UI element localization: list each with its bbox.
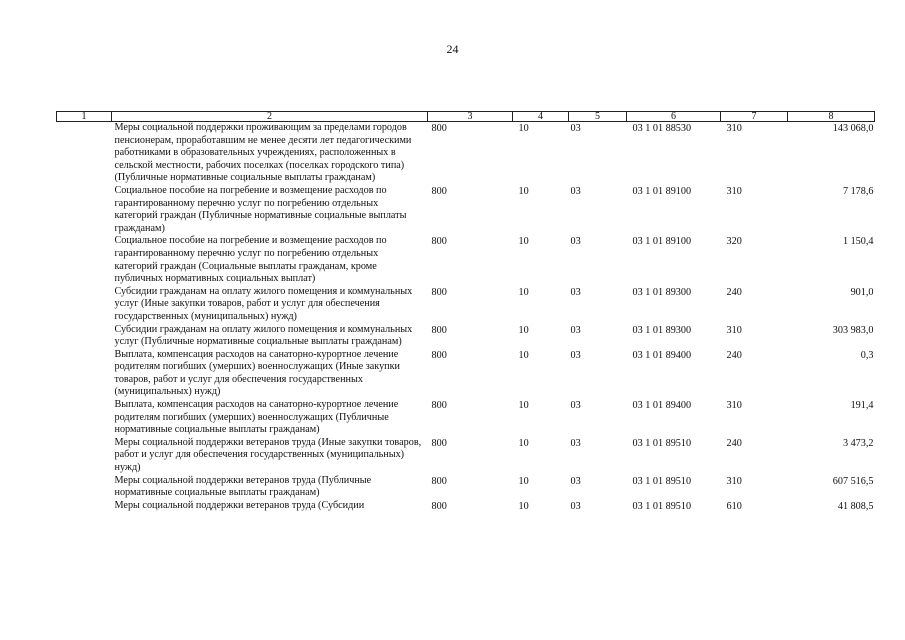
row-c6: 03 1 01 89400 (632, 400, 692, 412)
table-row (57, 286, 875, 324)
row-c3: 800 (431, 185, 447, 197)
column-header: 2 (112, 112, 428, 122)
row-c3: 800 (431, 324, 447, 336)
row-c7: 240 (726, 349, 742, 361)
row-c7: 310 (726, 324, 742, 336)
row-c3: 800 (431, 236, 447, 248)
row-c7: 310 (726, 185, 742, 197)
table-row (57, 475, 875, 500)
column-header: 6 (627, 112, 721, 122)
row-c6: 03 1 01 89300 (632, 286, 692, 298)
column-header: 1 (57, 112, 112, 122)
row-c8: 143 068,0 (832, 123, 874, 134)
column-header: 4 (513, 112, 569, 122)
row-c6: 03 1 01 89510 (632, 437, 692, 449)
row-c3: 800 (431, 349, 447, 361)
row-name: Выплата, компенсация расходов на санаторно-курортное лечение родителям погибших (умерших) военнослужащих (Иные закупки товаров, работ и услуг для обеспечения государственных (муниципальных) нужд) (114, 348, 401, 398)
table-header-row (57, 112, 875, 122)
column-header: 3 (428, 112, 513, 122)
row-c4: 10 (518, 500, 529, 512)
row-c8: 303 983,0 (832, 324, 874, 336)
row-name: Субсидии гражданам на оплату жилого помещения и коммунальных услуг (Публичные нормативные социальные выплаты гражданам) (114, 323, 413, 348)
row-name: Меры социальной поддержки проживающим за пределами городов пенсионерам, проработавшим не менее десяти лет педагогическими работниками в образовательных учреждениях, расположенных в сельской местности, рабочих поселках (поселках городского типа) (Публичные нормативные социальные выплаты гражданам) (114, 122, 412, 184)
table-row (57, 122, 875, 185)
row-name: Меры социальной поддержки ветеранов труда (Иные закупки товаров, работ и услуг для обеспечения государственных (муниципальных) нужд) (114, 436, 422, 474)
table-row (57, 399, 875, 437)
row-c5: 03 (570, 286, 581, 298)
row-c3: 800 (431, 500, 447, 512)
row-c6: 03 1 01 88530 (632, 123, 692, 134)
row-c3: 800 (431, 475, 447, 487)
row-c8: 901,0 (850, 286, 874, 298)
table-row (57, 235, 875, 285)
row-c5: 03 (570, 236, 581, 248)
row-c7: 610 (726, 500, 742, 512)
row-name: Выплата, компенсация расходов на санаторно-курортное лечение родителям погибших (умерших) военнослужащих (Публичные нормативные социальные выплаты гражданам) (114, 399, 399, 436)
column-header: 8 (788, 112, 875, 122)
row-c7: 310 (726, 475, 742, 487)
row-c8: 41 808,5 (837, 500, 874, 512)
row-c3: 800 (431, 123, 447, 134)
row-c4: 10 (518, 123, 529, 134)
row-c6: 03 1 01 89510 (632, 475, 692, 487)
row-c5: 03 (570, 324, 581, 336)
table-row (57, 324, 875, 349)
row-name: Социальное пособие на погребение и возмещение расходов по гарантированному перечню услуг по погребению отдельных категорий граждан (Публичные нормативные социальные выплаты гражданам) (114, 184, 407, 234)
row-c7: 320 (726, 236, 742, 248)
row-c4: 10 (518, 185, 529, 197)
row-c8: 0,3 (860, 349, 874, 361)
table-row (57, 349, 875, 399)
row-c4: 10 (518, 286, 529, 298)
row-c5: 03 (570, 437, 581, 449)
row-c8: 7 178,6 (842, 185, 874, 197)
table-row (57, 185, 875, 235)
row-c5: 03 (570, 185, 581, 197)
row-c5: 03 (570, 500, 581, 512)
row-c3: 800 (431, 437, 447, 449)
row-c3: 800 (431, 286, 447, 298)
row-c8: 607 516,5 (832, 475, 874, 487)
row-c6: 03 1 01 89100 (632, 185, 692, 197)
budget-table (56, 111, 875, 513)
row-c6: 03 1 01 89100 (632, 236, 692, 248)
row-c8: 191,4 (850, 400, 874, 412)
row-c8: 3 473,2 (842, 437, 874, 449)
row-c7: 310 (726, 123, 742, 134)
row-c7: 240 (726, 286, 742, 298)
table-row (57, 500, 875, 514)
row-c8: 1 150,4 (842, 236, 874, 248)
column-header: 7 (721, 112, 788, 122)
row-c4: 10 (518, 475, 529, 487)
row-name: Социальное пособие на погребение и возмещение расходов по гарантированному перечню услуг по погребению отдельных категорий граждан (Социальные выплаты гражданам, кроме публичных нормативных социальных выплат) (114, 235, 387, 285)
row-name: Меры социальной поддержки ветеранов труда (Субсидии (114, 499, 365, 511)
row-name: Меры социальной поддержки ветеранов труда (Публичные нормативные социальные выплаты гражданам) (114, 474, 372, 499)
row-c7: 240 (726, 437, 742, 449)
row-c6: 03 1 01 89510 (632, 500, 692, 512)
page-number: 24 (446, 42, 459, 56)
row-c4: 10 (518, 437, 529, 449)
row-c4: 10 (518, 349, 529, 361)
row-c4: 10 (518, 236, 529, 248)
row-c3: 800 (431, 400, 447, 412)
row-c6: 03 1 01 89400 (632, 349, 692, 361)
row-c5: 03 (570, 349, 581, 361)
row-c7: 310 (726, 400, 742, 412)
row-c4: 10 (518, 400, 529, 412)
row-c5: 03 (570, 400, 581, 412)
row-name: Субсидии гражданам на оплату жилого помещения и коммунальных услуг (Иные закупки товаров, работ и услуг для обеспечения государственных (муниципальных) нужд) (114, 285, 413, 322)
row-c5: 03 (570, 475, 581, 487)
row-c6: 03 1 01 89300 (632, 324, 692, 336)
column-header: 5 (569, 112, 627, 122)
row-c5: 03 (570, 123, 581, 134)
table-row (57, 437, 875, 475)
row-c4: 10 (518, 324, 529, 336)
